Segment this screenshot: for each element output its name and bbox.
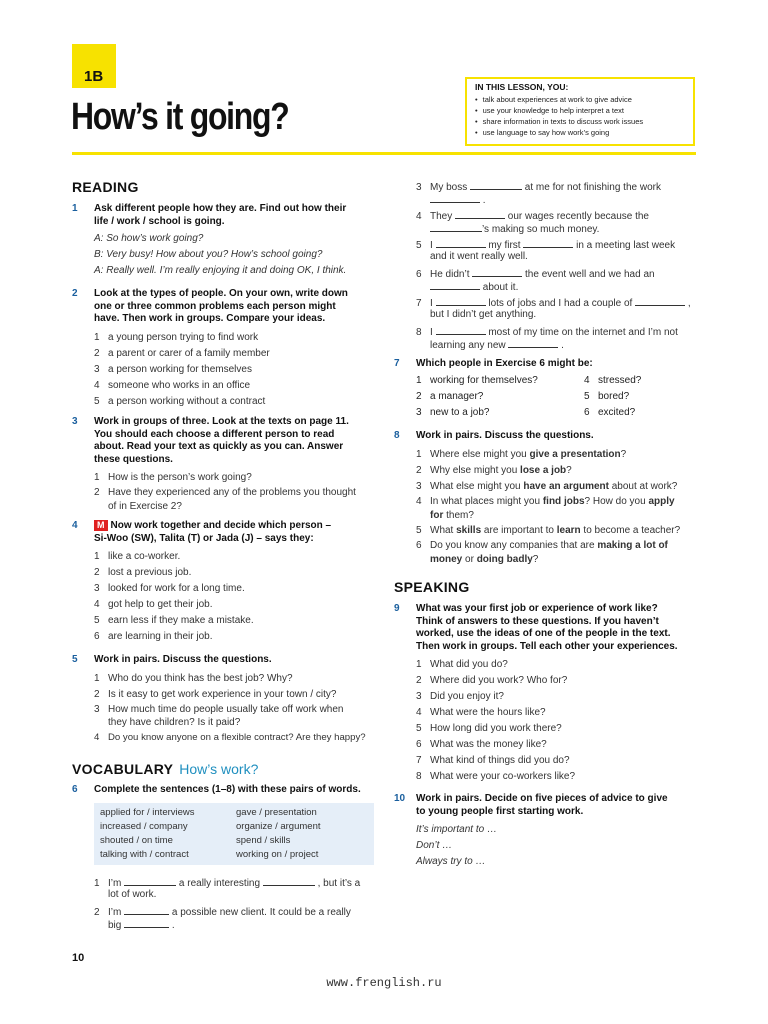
instruction-line: M Now work together and decide which person – [94,520,382,533]
word-pair: organize / argument [236,821,321,832]
word-pair: talking with / contract [100,849,189,860]
list-item: 3 a person working for themselves [94,363,252,375]
list-item: 4 got help to get their job. [94,599,213,610]
list-item: 5 earn less if they make a mistake. [94,615,254,626]
list-item: 1 What did you do? [416,659,508,670]
instruction-line: about. Read your text as quickly as you can. Answer [94,441,344,452]
exercise-9 [394,603,704,785]
list-item: 3 What else might you have an argument about at work? [416,480,678,492]
answer-blank[interactable] [508,338,558,348]
list-item: 7 What kind of things did you do? [416,755,570,766]
list-item-continued: for them? [430,509,474,521]
exercise-1 [72,203,382,279]
sentences-1-2 [72,876,382,930]
lesson-goal: • share information in texts to discuss work issues [475,116,693,127]
instruction-line: Work in pairs. Decide on five pieces of advice to give [416,793,668,804]
answer-blank[interactable] [430,193,480,203]
list-item: 5 a person working without a contract [94,395,266,407]
instruction-line: What was your first job or experience of work like? [416,603,658,614]
dialogue-line: A: So how’s work going? [94,233,204,244]
list-item: 4 What were the hours like? [416,707,546,718]
list-item: 6 What was the money like? [416,739,547,750]
list-item: 2 lost a previous job. [94,567,192,578]
lesson-goals-heading: IN THIS LESSON, YOU: [475,82,569,92]
reading-heading: READING [72,179,139,195]
sentence-continued: and it went really well. [430,250,528,262]
instruction-line: You should each choose a different person to read [94,428,335,440]
list-item: 1 a young person trying to find work [94,331,259,343]
sentences-3-8 [394,180,704,350]
answer-blank[interactable] [430,222,482,232]
instruction-line: Think of answers to these questions. If you haven’t [416,615,659,627]
answer-blank[interactable] [124,918,169,928]
exercise-7 [394,358,704,423]
answer-blank[interactable] [472,267,522,277]
exercise-number: 9 [394,603,400,614]
list-item: 4 In what places might you find jobs? How do you apply [416,495,675,507]
exercise-number: 10 [394,793,406,804]
answer-blank[interactable] [436,296,486,306]
exercise-number: 5 [72,654,78,665]
list-item: 3 Did you enjoy it? [416,691,504,702]
exercise-number: 1 [72,203,78,214]
sentence: 8 I most of my time on the internet and I’m not [416,327,678,338]
instruction-line: these questions. [94,453,173,465]
instruction-line: to young people first starting work. [416,805,584,817]
list-item: 5 What skills are important to learn to become a teacher? [416,524,681,536]
instruction-line: worked, use the ideas of one of the people in the text. [416,628,671,639]
header-rule [72,152,696,155]
sentence-continued: learning any new . [430,339,564,351]
sentence: 5 I my first in a meeting last week [416,240,676,251]
vocabulary-subheading: How’s work? [179,761,259,777]
answer-blank[interactable] [635,296,685,306]
list-item: 1 like a co-worker. [94,551,181,562]
sentence-continued: big . [108,919,175,931]
dialogue-line: A: Really well. I’m really enjoying it and doing OK, I think. [94,265,347,276]
lesson-tag-label: 1B [84,68,104,85]
dialogue-line: B: Very busy! How about you? How’s school going? [94,249,323,260]
answer-blank[interactable] [124,905,169,915]
list-item: 1 How is the person’s work going? [94,472,252,483]
exercise-number: 3 [72,416,78,427]
instruction-line: Look at the types of people. On your own, write down [94,288,348,299]
list-item-continued: money or doing badly? [430,553,539,565]
sentence: 2 I’m a possible new client. It could be a really [94,907,351,918]
word-pair: spend / skills [236,835,291,846]
list-item: 6 are learning in their job. [94,631,213,642]
instruction-line: Work in groups of three. Look at the texts on page 11. [94,416,349,427]
advice-prompt: Always try to … [416,856,486,867]
exercise-number: 6 [72,784,78,795]
instruction-line: Si-Woo (SW), Talita (T) or Jada (J) – says they: [94,532,314,544]
word-box [94,803,374,865]
list-item: 3 looked for work for a long time. [94,583,245,594]
lesson-goal: • use language to say how work’s going [475,127,693,138]
instruction-line: Work in pairs. Discuss the questions. [94,654,272,665]
exercise-number: 2 [72,288,78,299]
advice-prompt: Don’t … [416,840,453,851]
list-item: 4 Do you know anyone on a flexible contract? Are they happy? [94,731,366,743]
exercise-number: 4 [72,520,78,531]
answer-blank[interactable] [436,238,486,248]
exercise-3 [72,416,382,514]
list-item: 2 Is it easy to get work experience in your town / city? [94,688,337,700]
lesson-goal: • use your knowledge to help interpret a text [475,105,693,116]
exercise-10 [394,793,704,870]
instruction-line: Ask different people how they are. Find out how their [94,203,347,214]
page-title: How’s it going? [71,96,289,138]
sentence-continued: ’s making so much money. [430,222,704,235]
sentence: 4 They our wages recently because the [416,211,649,222]
word-pair: shouted / on time [100,835,173,846]
instruction-line: Then work in groups. Tell each other your experiences. [416,640,678,652]
sentence-continued: lot of work. [108,888,157,900]
speaking-heading: SPEAKING [394,579,470,595]
list-row: 1 working for themselves? 4 stressed? [416,374,642,386]
instruction-line: Which people in Exercise 6 might be: [416,358,593,369]
instruction-line: Work in pairs. Discuss the questions. [416,430,594,441]
exercise-2 [72,288,382,410]
list-item: 3 How much time do people usually take off work when [94,703,344,715]
list-item: 6 Do you know any companies that are making a lot of [416,539,668,551]
answer-blank[interactable] [430,280,480,290]
footer-url: www.frenglish.ru [326,976,442,990]
answer-blank[interactable] [523,238,573,248]
exercise-5 [72,654,382,746]
lesson-tag [72,44,116,88]
exercise-6 [72,784,382,797]
answer-blank[interactable] [124,876,176,886]
lesson-goal: • talk about experiences at work to give advice [475,94,693,105]
exercise-number: 8 [394,430,400,441]
list-item: 2 a parent or carer of a family member [94,347,270,359]
answer-blank[interactable] [455,209,505,219]
exercise-number: 7 [394,358,400,369]
list-item: 2 Why else might you lose a job? [416,464,572,476]
vocabulary-heading: VOCABULARY How’s work? [72,761,259,777]
word-pair: gave / presentation [236,807,317,818]
answer-blank[interactable] [263,876,315,886]
instruction-line: Complete the sentences (1–8) with these pairs of words. [94,784,361,795]
sentence-continued: about it. [430,280,704,293]
answer-blank[interactable] [436,325,486,335]
sentence-continued: but I didn’t get anything. [430,308,537,320]
answer-blank[interactable] [470,180,522,190]
word-pair: increased / company [100,821,188,832]
sentence-continued: . [430,193,704,206]
word-pair: applied for / interviews [100,807,195,818]
instruction-line: have. Then work in groups. Compare your ideas. [94,313,326,324]
instruction-line: life / work / school is going. [94,215,225,227]
sentence: 7 I lots of jobs and I had a couple of , [416,298,691,309]
list-item: 4 someone who works in an office [94,379,251,391]
list-row: 2 a manager? 5 bored? [416,390,630,402]
list-item: 1 Where else might you give a presentation? [416,448,627,460]
word-pair: working on / project [236,849,319,860]
sentence: 6 He didn’t the event well and we had an [416,269,655,280]
list-item: 5 How long did you work there? [416,723,562,734]
list-item: 8 What were your co-workers like? [416,771,576,782]
mediation-badge: M [94,520,108,531]
page-number: 10 [72,952,85,964]
advice-prompt: It’s important to … [416,824,497,835]
list-row: 3 new to a job? 6 excited? [416,406,636,418]
exercise-8 [394,430,704,567]
sentence: 1 I’m a really interesting , but it’s a [94,878,361,889]
sentence: 3 My boss at me for not finishing the work [416,182,661,193]
lesson-goals-box [465,77,695,146]
exercise-4 [72,520,382,645]
list-item-continued: they have children? Is it paid? [108,716,241,728]
list-item-continued: of in Exercise 2? [108,501,182,512]
list-item: 2 Where did you work? Who for? [416,675,568,686]
list-item: 2 Have they experienced any of the problems you thought [94,487,356,498]
list-item: 1 Who do you think has the best job? Why? [94,672,293,684]
instruction-line: one or three common problems each person might [94,300,336,312]
